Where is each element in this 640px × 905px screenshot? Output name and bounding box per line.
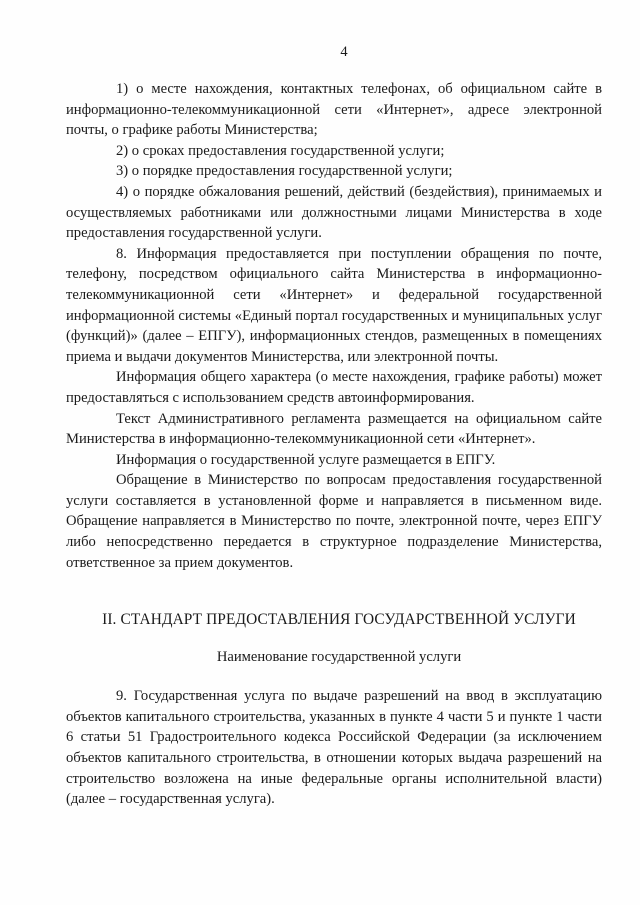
list-item-appeal: 4) о порядке обжалования решений, действий (бездействия), принимаемых и осуществляемых работниками или должностными лицами Министерства в ходе предоставления государственной услуги. (66, 183, 602, 242)
paragraph-9: 9. Государственная услуга по выдаче разрешений на ввод в эксплуатацию объектов капитального строительства, указанных в пункте 4 части 5 и пункте 1 части 6 статьи 51 Градостроительного кодекса Российской Федерации (за исключением объектов капитального строительства, в отношении которых выдача разрешений на строительство возложена на иные федеральные органы исполнительной власти) (далее – государственная услуга). (66, 688, 602, 808)
page-number: 4 (340, 44, 348, 60)
paragraph-regulation-text: Текст Административного регламента размещается на официальном сайте Министерства в информационно-телекоммуникационной сети «Интернет». (66, 410, 602, 448)
paragraph-epgu-info: Информация о государственной услуге размещается в ЕПГУ. (116, 451, 496, 468)
paragraph-appeal-form: Обращение в Министерство по вопросам предоставления государственной услуги составляется в установленной форме и направляется в письменном виде. Обращение направляется в Министерство по почте, электронной почте, через ЕПГУ либо непосредственно передается в структурное подразделение Министерства, ответственное за прием документов. (66, 472, 602, 571)
list-item-deadlines: 2) о сроках предоставления государственной услуги; (116, 142, 445, 159)
section-title: II. СТАНДАРТ ПРЕДОСТАВЛЕНИЯ ГОСУДАРСТВЕННОЙ УСЛУГИ (102, 611, 576, 629)
paragraph-general-info: Информация общего характера (о месте нахождения, графике работы) может предоставляться с использованием средств автоинформирования. (66, 369, 602, 406)
list-item-procedure: 3) о порядке предоставления государственной услуги; (116, 163, 453, 180)
section-spacer (66, 573, 602, 611)
list-item-location: 1) о месте нахождения, контактных телефонах, об официальном сайте в информационно-телекоммуникационной сети «Интернет», адресе электронной почты, о графике работы Министерства; (66, 81, 602, 139)
paragraph-8: 8. Информация предоставляется при поступлении обращения по почте, телефону, посредством официального сайта Министерства в информационно-телекоммуникационной сети «Интернет» и федеральной государственной информационной системы «Единый портал государственных и муниципальных услуг (функций)» (далее – ЕПГУ), информационных стендов, размещенных в помещениях приема и выдачи документов Министерства, или электронной почты. (66, 245, 602, 365)
subsection-title: Наименование государственной услуги (216, 649, 462, 666)
